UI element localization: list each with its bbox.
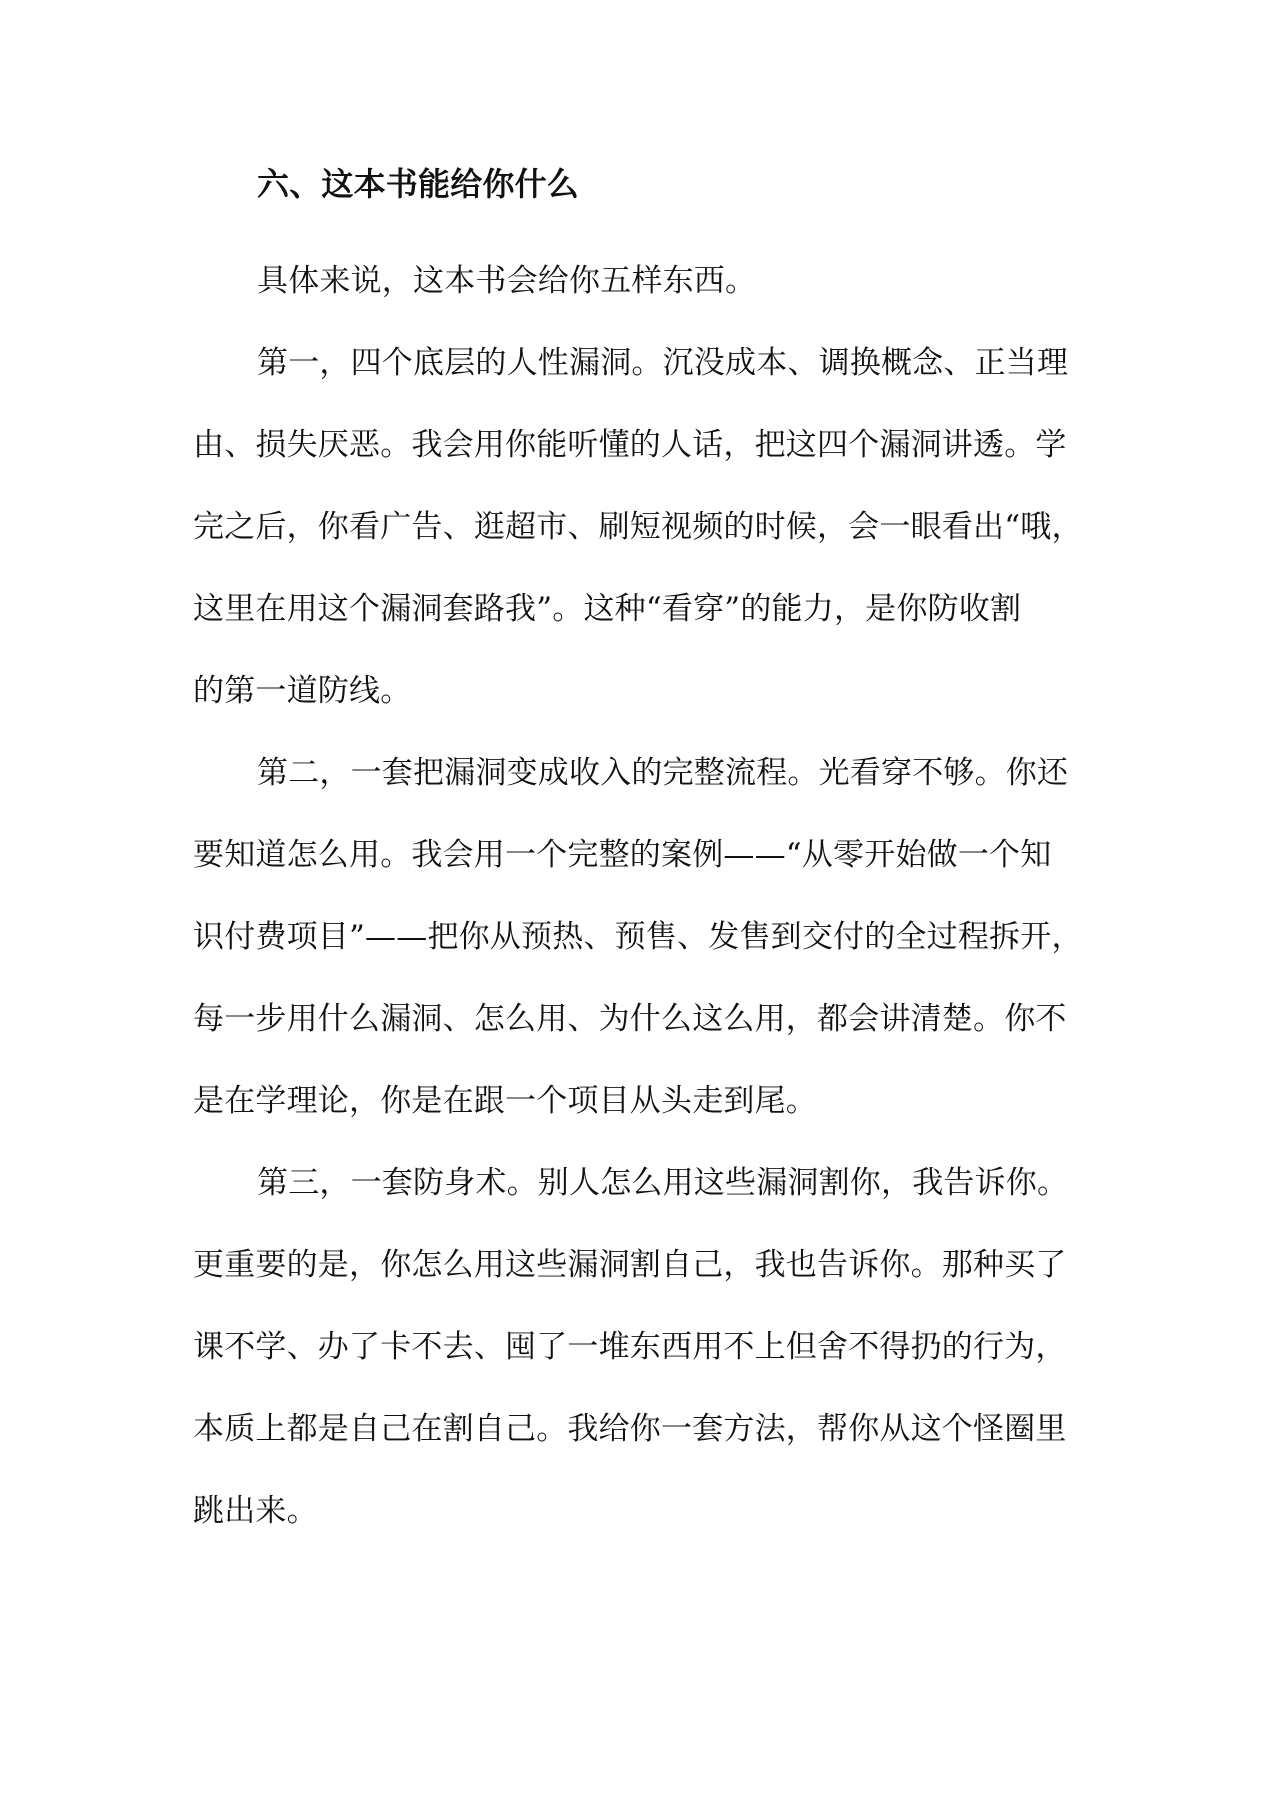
section-title: 六、这本书能给你什么 (257, 165, 580, 203)
document-body (193, 160, 1083, 1552)
paragraph-line: 完之后，你看广告、逛超市、刷短视频的时候，会一眼看出“哦， (193, 509, 1083, 545)
paragraph-second-point (193, 732, 1083, 1142)
paragraph-line: 第二，一套把漏洞变成收入的完整流程。光看穿不够。你还 (257, 755, 1069, 791)
paragraph-line: 由、损失厌恶。我会用你能听懂的人话，把这四个漏洞讲透。学 (193, 427, 1067, 463)
paragraph-first-point (193, 322, 1083, 732)
paragraph-third-point (193, 1142, 1083, 1552)
paragraph-line: 本质上都是自己在割自己。我给你一套方法，帮你从这个怪圈里 (193, 1411, 1067, 1447)
paragraph-line: 更重要的是，你怎么用这些漏洞割自己，我也告诉你。那种买了 (193, 1247, 1067, 1283)
paragraph-line: 具体来说，这本书会给你五样东西。 (257, 263, 757, 299)
paragraph-line: 跳出来。 (193, 1493, 318, 1529)
paragraph-line: 第三，一套防身术。别人怎么用这些漏洞割你，我告诉你。 (257, 1165, 1069, 1201)
paragraph-line: 的第一道防线。 (193, 673, 412, 709)
paragraph-line: 识付费项目”——把你从预热、预售、发售到交付的全过程拆开， (193, 919, 1083, 955)
paragraph-line: 是在学理论，你是在跟一个项目从头走到尾。 (193, 1083, 817, 1119)
paragraph-line: 要知道怎么用。我会用一个完整的案例——“从零开始做一个知 (193, 837, 1052, 873)
paragraph-line: 每一步用什么漏洞、怎么用、为什么这么用，都会讲清楚。你不 (193, 1001, 1067, 1037)
paragraph-intro (193, 240, 1083, 322)
paragraph-line: 第一，四个底层的人性漏洞。沉没成本、调换概念、正当理 (257, 345, 1069, 381)
paragraph-line: 这里在用这个漏洞套路我”。这种“看穿”的能力，是你防收割 (193, 591, 1022, 627)
paragraph-line: 课不学、办了卡不去、囤了一堆东西用不上但舍不得扔的行为， (193, 1329, 1067, 1365)
